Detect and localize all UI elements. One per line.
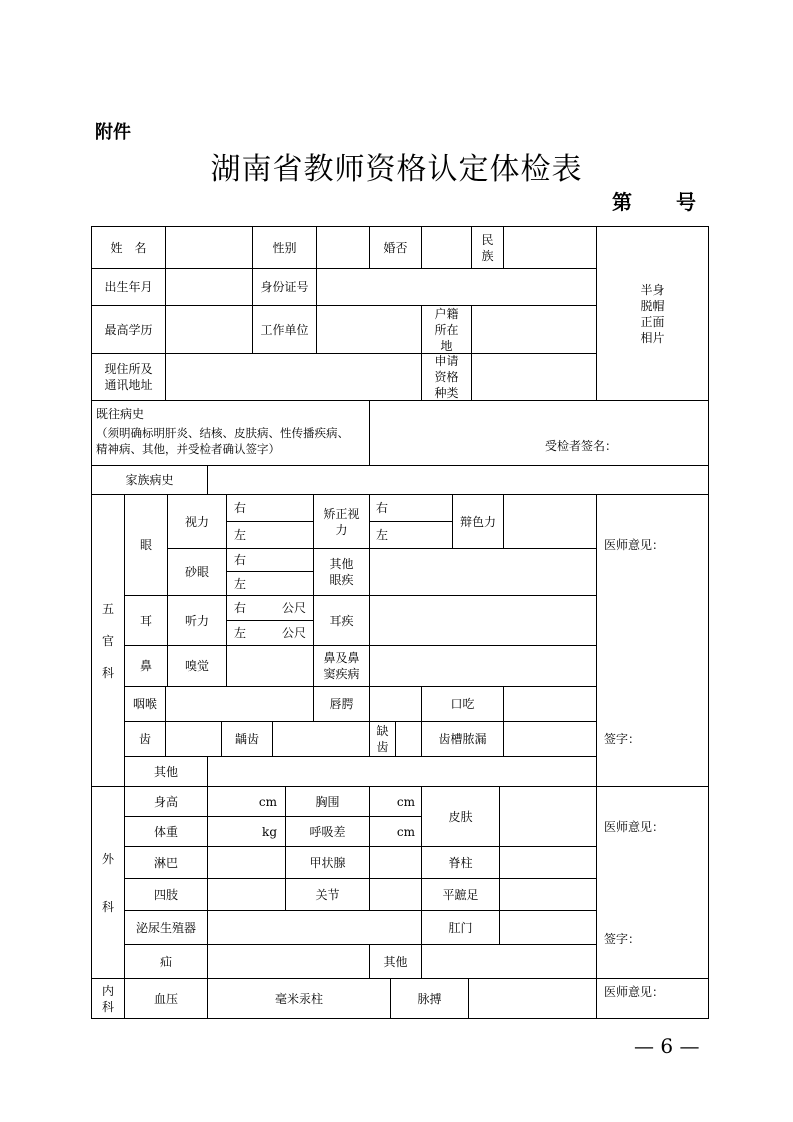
field-flatfoot[interactable] bbox=[500, 879, 596, 910]
field-marital[interactable] bbox=[422, 227, 471, 268]
number-prefix: 第 bbox=[612, 190, 632, 214]
label-chest: 胸围 bbox=[315, 794, 340, 809]
section-facial: 五 官 科 bbox=[101, 601, 114, 680]
field-pulse[interactable] bbox=[469, 979, 596, 1018]
label-marital: 婚否 bbox=[383, 240, 408, 255]
grid-line bbox=[596, 494, 597, 1018]
label-ethnicity: 民 族 bbox=[481, 232, 494, 263]
label-nose: 鼻 bbox=[139, 659, 152, 673]
vision-left[interactable]: 左 bbox=[234, 528, 247, 542]
label-hearing: 听力 bbox=[184, 613, 209, 628]
label-ear: 耳 bbox=[139, 613, 152, 628]
label-address: 现住所及 通讯地址 bbox=[104, 362, 153, 392]
label-employer: 工作单位 bbox=[260, 322, 309, 337]
label-caries: 龋齿 bbox=[234, 732, 259, 746]
field-pyorrhea[interactable] bbox=[504, 722, 596, 756]
field-facial-other[interactable] bbox=[208, 757, 596, 786]
label-limbs: 四肢 bbox=[153, 887, 178, 902]
vision-right[interactable]: 右 bbox=[234, 501, 247, 515]
label-joints: 关节 bbox=[315, 887, 340, 902]
facial-signature-label: 签字： bbox=[604, 732, 641, 746]
field-thyroid[interactable] bbox=[370, 847, 421, 878]
label-qualification-type: 申请 资格 种类 bbox=[434, 354, 459, 400]
field-skin[interactable] bbox=[500, 787, 596, 846]
field-height[interactable]: cm bbox=[258, 794, 277, 809]
surgery-doctor-opinion: 医师意见： bbox=[604, 820, 665, 834]
field-hernia[interactable] bbox=[208, 945, 369, 978]
grid-line bbox=[708, 226, 709, 1019]
label-throat: 咽喉 bbox=[132, 697, 157, 711]
label-facial-other: 其他 bbox=[153, 764, 178, 779]
label-trachoma: 砂眼 bbox=[184, 565, 209, 579]
label-ear-disease: 耳疾 bbox=[329, 613, 354, 628]
field-household[interactable] bbox=[472, 306, 596, 353]
field-limbs[interactable] bbox=[208, 879, 285, 910]
label-blood-pressure: 血压 bbox=[153, 991, 178, 1006]
label-vision: 视力 bbox=[184, 514, 209, 529]
label-anus: 肛门 bbox=[448, 920, 473, 935]
grid-line bbox=[91, 1018, 709, 1019]
field-ethnicity[interactable] bbox=[504, 227, 596, 268]
surgery-signature-label: 签字： bbox=[604, 932, 641, 946]
field-chest[interactable]: cm bbox=[396, 794, 415, 809]
facial-doctor-opinion: 医师意见： bbox=[604, 538, 665, 552]
label-pulse: 脉搏 bbox=[417, 991, 442, 1006]
corrected-left[interactable]: 左 bbox=[376, 528, 389, 542]
label-family-history: 家族病史 bbox=[125, 473, 174, 487]
field-name[interactable] bbox=[166, 227, 252, 268]
label-surgery-other: 其他 bbox=[383, 954, 408, 969]
internal-doctor-opinion: 医师意见： bbox=[604, 985, 665, 999]
field-birth[interactable] bbox=[166, 269, 252, 305]
label-lip: 唇腭 bbox=[329, 697, 354, 711]
field-throat[interactable] bbox=[166, 687, 313, 721]
trachoma-left[interactable]: 左 bbox=[234, 576, 247, 591]
label-thyroid: 甲状腺 bbox=[309, 855, 346, 870]
label-name: 姓 名 bbox=[110, 240, 147, 255]
corrected-right[interactable]: 右 bbox=[376, 501, 389, 515]
field-address[interactable] bbox=[166, 354, 421, 400]
label-flatfoot: 平蹠足 bbox=[442, 887, 479, 902]
label-id-number: 身份证号 bbox=[260, 280, 309, 294]
number-suffix: 号 bbox=[676, 190, 696, 214]
field-caries[interactable] bbox=[273, 722, 369, 756]
field-stutter[interactable] bbox=[504, 687, 596, 721]
past-history-note: （须明确标明肝炎、结核、皮肤病、性传播疾病、 精神病、其他，并受检者确认签字） bbox=[96, 426, 349, 456]
label-corrected-vision: 矫正视 力 bbox=[323, 506, 360, 537]
field-qualification-type[interactable] bbox=[472, 354, 596, 400]
field-breath-diff[interactable]: cm bbox=[396, 824, 415, 839]
label-birth: 出生年月 bbox=[104, 280, 153, 294]
field-anus[interactable] bbox=[500, 911, 596, 944]
label-pyorrhea: 齿槽脓漏 bbox=[438, 732, 487, 746]
label-smell: 嗅觉 bbox=[184, 659, 209, 673]
label-lymph: 淋巴 bbox=[153, 855, 178, 870]
label-eye: 眼 bbox=[139, 538, 152, 552]
field-urogenital[interactable] bbox=[208, 911, 421, 944]
field-joints[interactable] bbox=[370, 879, 421, 910]
field-spine[interactable] bbox=[500, 847, 596, 878]
field-family-history[interactable] bbox=[208, 466, 708, 494]
field-teeth[interactable] bbox=[166, 722, 221, 756]
field-ear-disease[interactable] bbox=[370, 596, 596, 645]
field-employer[interactable] bbox=[317, 306, 421, 353]
label-missing-teeth: 缺 齿 bbox=[376, 724, 389, 754]
field-other-eye[interactable] bbox=[370, 549, 596, 595]
label-breath-diff: 呼吸差 bbox=[309, 824, 346, 839]
page-title: 湖南省教师资格认定体检表 bbox=[210, 152, 583, 187]
field-weight[interactable]: kg bbox=[262, 824, 277, 839]
section-surgery: 外 科 bbox=[101, 851, 114, 914]
examinee-signature-label: 受检者签名： bbox=[545, 439, 618, 453]
label-height: 身高 bbox=[153, 794, 178, 809]
label-teeth: 齿 bbox=[138, 732, 151, 746]
field-color-vision[interactable] bbox=[504, 495, 596, 548]
field-blood-pressure[interactable]: 毫米汞柱 bbox=[274, 991, 323, 1006]
field-gender[interactable] bbox=[317, 227, 369, 268]
label-education: 最高学历 bbox=[104, 322, 153, 337]
field-lip[interactable] bbox=[370, 687, 421, 721]
field-missing-teeth[interactable] bbox=[396, 722, 421, 756]
field-education[interactable] bbox=[166, 306, 252, 353]
field-surgery-other[interactable] bbox=[422, 945, 596, 978]
label-other-eye: 其他 眼疾 bbox=[329, 557, 354, 587]
page-number: — 6 — bbox=[634, 1034, 700, 1058]
field-id-number[interactable] bbox=[317, 269, 596, 305]
photo-box: 半身 脱帽 正面 相片 bbox=[640, 282, 665, 345]
field-past-history[interactable] bbox=[370, 401, 708, 465]
label-spine: 脊柱 bbox=[448, 855, 473, 870]
label-skin: 皮肤 bbox=[448, 809, 473, 824]
label-sinus: 鼻及鼻 窦疾病 bbox=[323, 651, 360, 681]
label-hernia: 疝 bbox=[159, 954, 172, 969]
trachoma-right[interactable]: 右 bbox=[234, 553, 247, 567]
form-number bbox=[612, 186, 696, 215]
section-internal: 内 科 bbox=[101, 983, 114, 1014]
label-urogenital: 泌尿生殖器 bbox=[135, 920, 196, 935]
field-lymph[interactable] bbox=[208, 847, 285, 878]
label-weight: 体重 bbox=[153, 824, 178, 839]
label-gender: 性别 bbox=[272, 240, 297, 255]
label-stutter: 口吃 bbox=[450, 697, 475, 711]
attachment-label: 附件 bbox=[95, 122, 131, 143]
hearing-left[interactable]: 左 公尺 bbox=[234, 626, 307, 640]
label-past-history: 既往病史 bbox=[96, 407, 145, 421]
label-color-vision: 辩色力 bbox=[459, 514, 496, 529]
hearing-right[interactable]: 右 公尺 bbox=[234, 601, 307, 615]
label-household: 户籍 所在 地 bbox=[434, 306, 459, 353]
field-smell[interactable] bbox=[227, 646, 313, 686]
field-sinus[interactable] bbox=[370, 646, 596, 686]
